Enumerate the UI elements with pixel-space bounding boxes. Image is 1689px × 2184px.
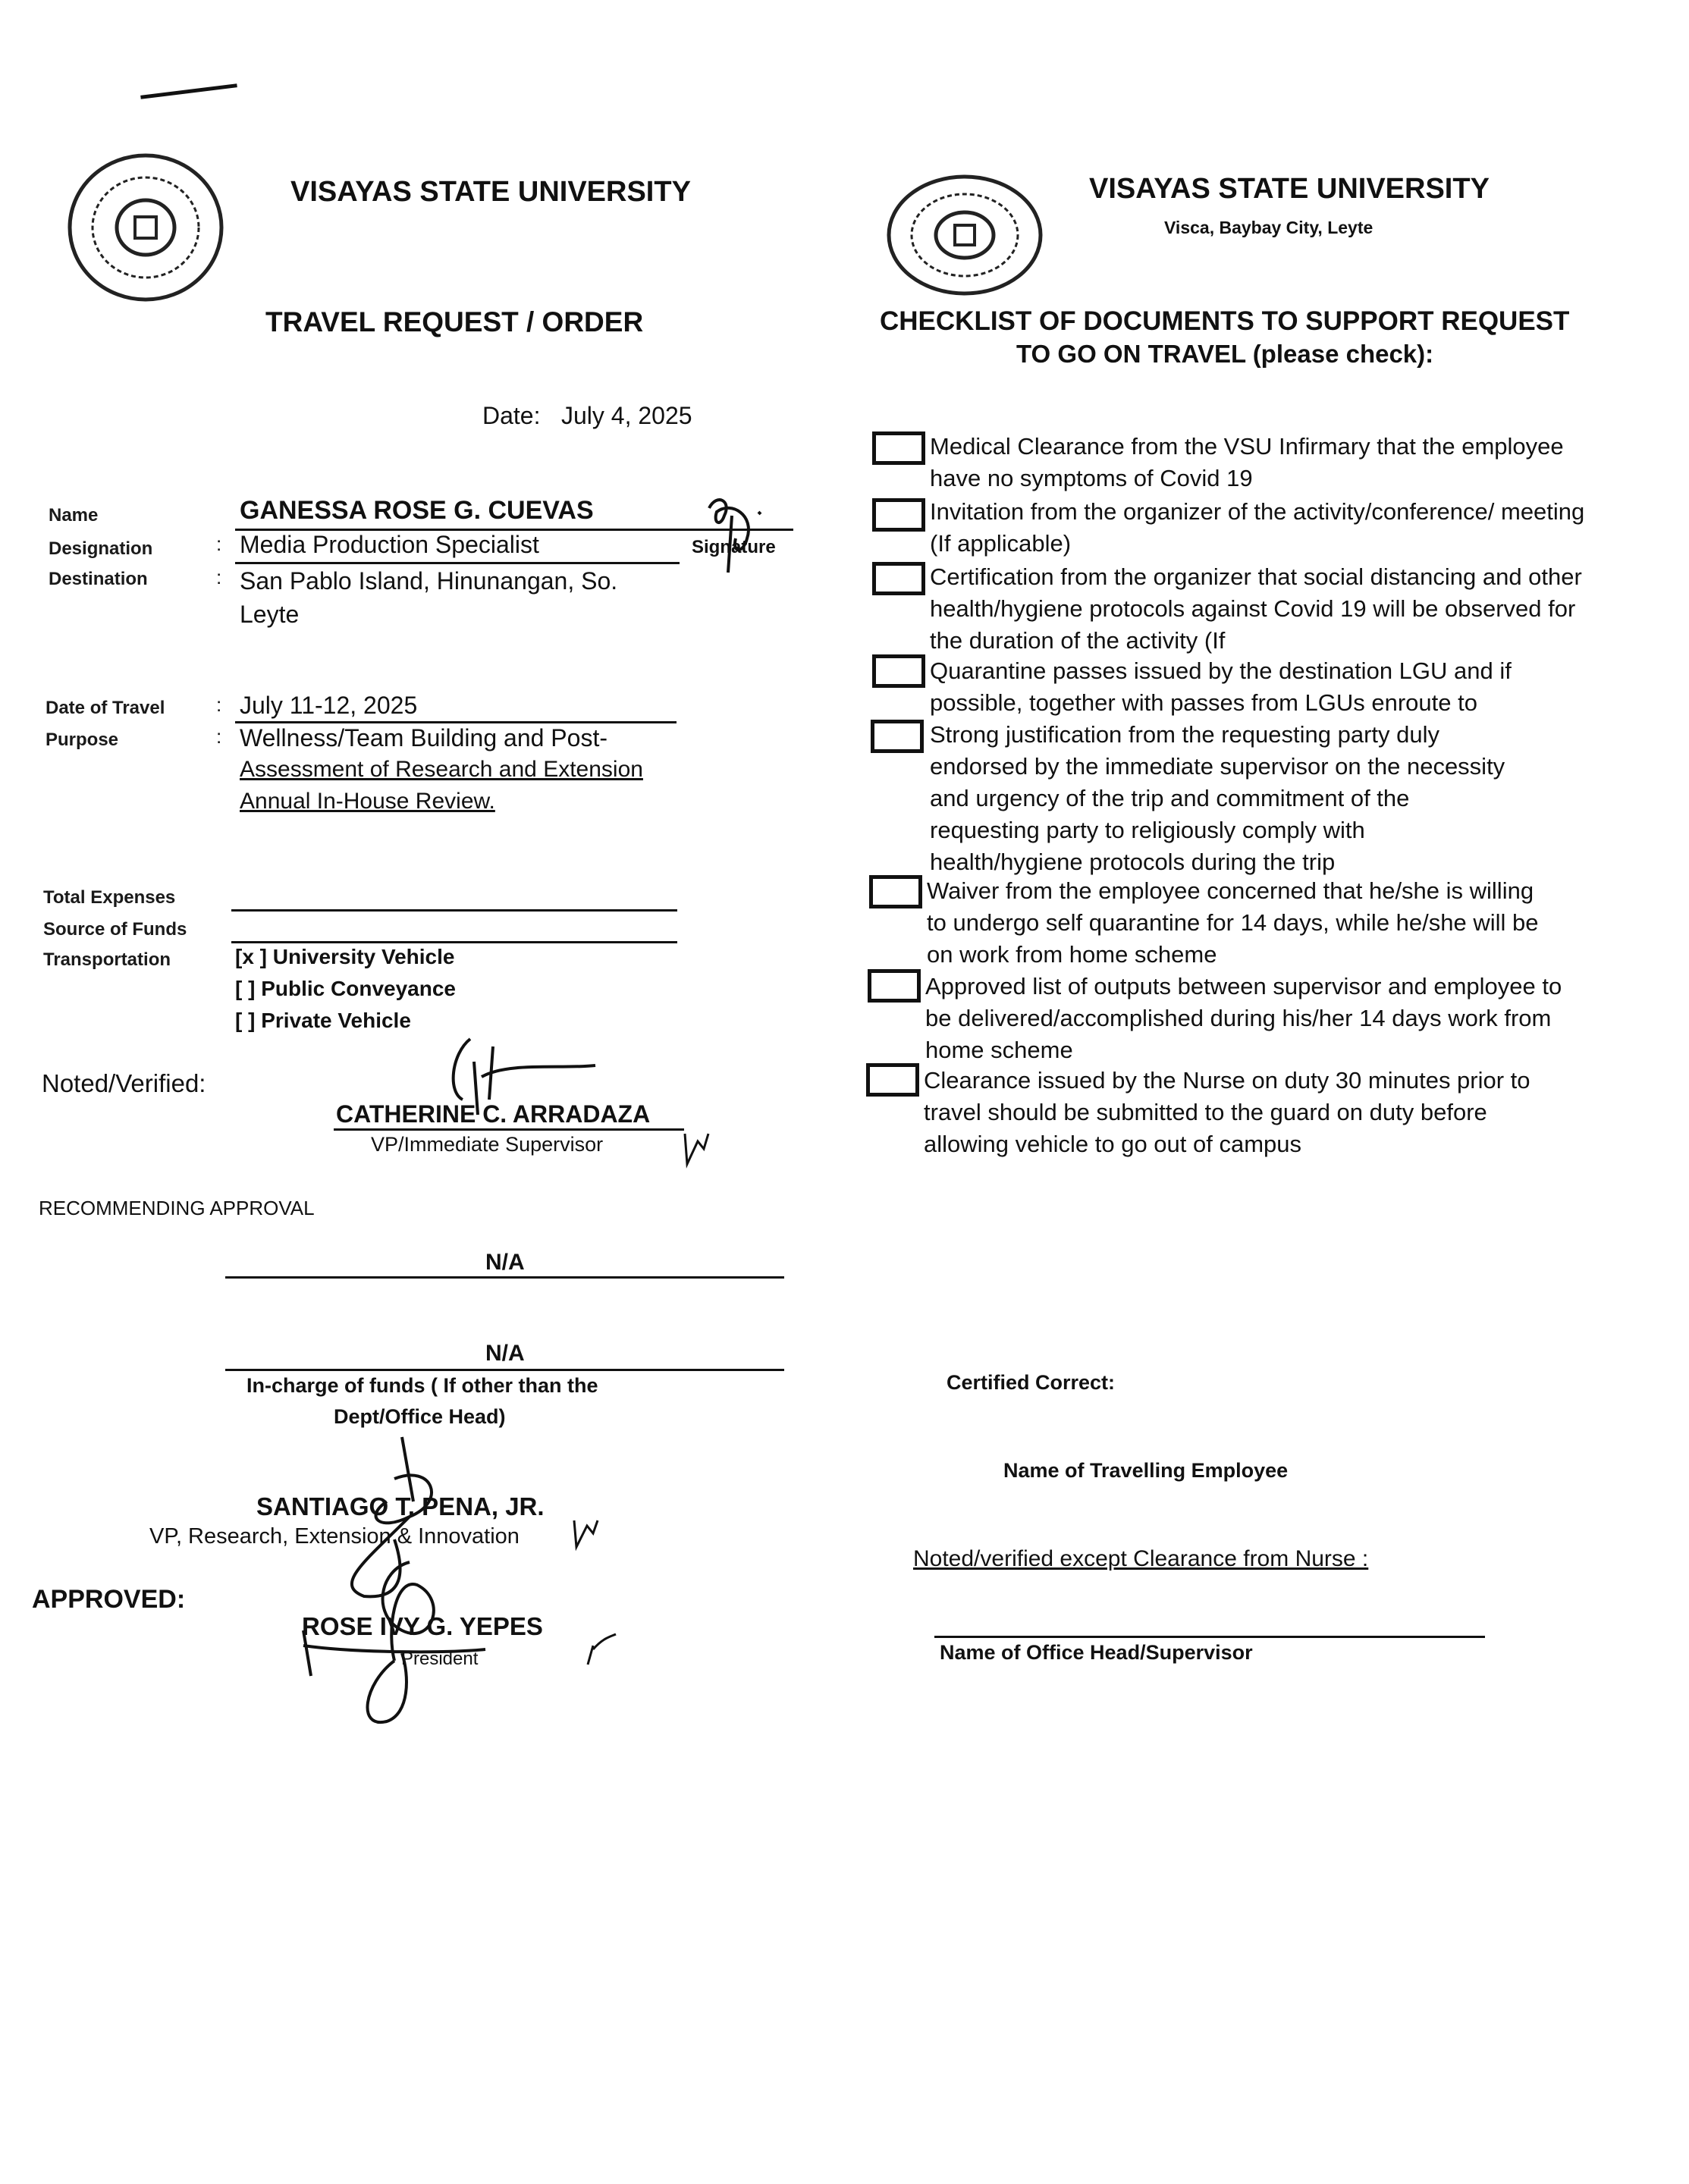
designation-colon: : (216, 532, 222, 555)
funds-in-charge-line (225, 1369, 784, 1371)
checklist-heading-line1: CHECKLIST OF DOCUMENTS TO SUPPORT REQUEST (880, 306, 1570, 336)
date-of-travel-label: Date of Travel (46, 698, 165, 718)
destination-value-line2: Leyte (240, 601, 300, 628)
transport-option-public-conveyance[interactable] (235, 977, 456, 1001)
stray-pen-mark (140, 83, 237, 99)
transport-option-label: Private Vehicle (261, 1009, 411, 1032)
transport-option-label: University Vehicle (272, 945, 455, 968)
date-of-travel-underline (235, 721, 677, 723)
university-seal-left (68, 152, 224, 303)
date-of-travel-value: July 11-12, 2025 (240, 692, 418, 719)
purpose-colon: : (216, 725, 222, 748)
initial-mark (584, 1630, 618, 1668)
designation-value: Media Production Specialist (240, 531, 539, 558)
transport-option-university-vehicle[interactable] (235, 945, 454, 969)
checklist-checkbox[interactable] (872, 562, 925, 595)
recommending-approval-label: RECOMMENDING APPROVAL (39, 1197, 315, 1219)
office-head-label: Name of Office Head/Supervisor (940, 1641, 1253, 1664)
transport-option-label: Public Conveyance (261, 977, 456, 1000)
name-value: GANESSA ROSE G. CUEVAS (240, 496, 594, 525)
checklist-checkbox[interactable] (869, 875, 922, 908)
certified-correct-label: Certified Correct: (947, 1371, 1116, 1394)
total-expenses-line (231, 909, 677, 912)
purpose-line3: Annual In-House Review. (240, 789, 495, 814)
requester-signature (702, 493, 793, 576)
destination-label: Destination (49, 569, 148, 589)
checklist-item-waiver: Waiver from the employee concerned that he/she is willing to undergo self quarantine for 14 days, while he/she will be on work from home scheme (927, 877, 1539, 968)
president-title: President (401, 1649, 479, 1669)
noted-verified-label: Noted/Verified: (42, 1069, 206, 1097)
left-university-name: VISAYAS STATE UNIVERSITY (290, 176, 691, 208)
approved-label: APPROVED: (32, 1585, 186, 1614)
checklist-checkbox[interactable] (872, 431, 925, 465)
right-university-name: VISAYAS STATE UNIVERSITY (1089, 173, 1490, 205)
destination-value-line1: San Pablo Island, Hinunangan, So. (240, 567, 618, 595)
transportation-label: Transportation (43, 949, 171, 970)
checklist-item-certification: Certification from the organizer that social distancing and other health/hygiene protocols against Covid 19 will be observed for the duration of the activity (If (930, 563, 1582, 654)
purpose-line2: Assessment of Research and Extension (240, 757, 643, 782)
checklist-checkbox[interactable] (868, 969, 921, 1003)
noted-name: CATHERINE C. ARRADAZA (336, 1100, 651, 1128)
noted-title: VP/Immediate Supervisor (371, 1133, 604, 1156)
checklist-heading-line2: TO GO ON TRAVEL (please check): (1016, 340, 1434, 368)
source-of-funds-label: Source of Funds (43, 919, 187, 940)
president-signature (296, 1555, 493, 1729)
checklist-item-justification: Strong justification from the requesting party duly endorsed by the immediate supervisor on the necessity and urgency of the trip and commitment of the requesting party to religiously comply with health/hygiene protocols during the trip (930, 721, 1505, 875)
source-of-funds-line (231, 941, 677, 943)
checklist-item-medical-clearance: Medical Clearance from the VSU Infirmary that the employee have no symptoms of Covid 19 (930, 433, 1564, 491)
president-name: ROSE IVY G. YEPES (302, 1612, 543, 1640)
form-title: TRAVEL REQUEST / ORDER (265, 306, 644, 337)
total-expenses-label: Total Expenses (43, 887, 176, 908)
noted-except-nurse-label: Noted/verified except Clearance from Nurse : (913, 1546, 1369, 1571)
checklist-checkbox[interactable] (866, 1063, 919, 1097)
recommending-approval-value: N/A (485, 1250, 525, 1275)
checklist-checkbox[interactable] (872, 654, 925, 688)
checklist-checkbox[interactable] (872, 498, 925, 532)
designation-label: Designation (49, 538, 153, 559)
purpose-line1: Wellness/Team Building and Post- (240, 724, 607, 752)
funds-in-charge-value: N/A (485, 1341, 525, 1366)
purpose-label: Purpose (46, 730, 119, 750)
university-seal-right (887, 174, 1043, 296)
checklist-checkbox[interactable] (871, 720, 924, 753)
initial-mark (570, 1517, 601, 1551)
vp-title: VP, Research, Extension & Innovation (149, 1524, 520, 1549)
signature-label: Signature (692, 537, 776, 557)
funds-caption-line2: Dept/Office Head) (334, 1405, 506, 1428)
noted-name-underline (334, 1128, 684, 1131)
transport-option-mark: [ ] (235, 977, 256, 1000)
travelling-employee-label: Name of Travelling Employee (1003, 1459, 1289, 1482)
date-value: July 4, 2025 (561, 402, 692, 429)
right-university-address: Visca, Baybay City, Leyte (1164, 218, 1373, 237)
checklist-item-nurse-clearance: Clearance issued by the Nurse on duty 30 minutes prior to travel should be submitted to the guard on duty before allowing vehicle to go out of campus (924, 1067, 1530, 1157)
transport-option-mark: [ ] (235, 1009, 256, 1032)
designation-underline (235, 562, 680, 564)
destination-colon: : (216, 566, 222, 588)
transport-option-private-vehicle[interactable] (235, 1009, 411, 1033)
funds-caption-line1: In-charge of funds ( If other than the (246, 1374, 598, 1397)
transport-option-mark: [x ] (235, 945, 267, 968)
name-label: Name (49, 505, 99, 526)
checklist-item-approved-outputs: Approved list of outputs between supervisor and employee to be delivered/accomplished during his/her 14 days work from home scheme (925, 973, 1562, 1063)
recommending-approval-line (225, 1276, 784, 1279)
checklist-item-quarantine-passes: Quarantine passes issued by the destination LGU and if possible, together with passes from LGUs enroute to (930, 657, 1512, 716)
date-of-travel-colon: : (216, 693, 222, 716)
initial-mark (681, 1130, 711, 1168)
checklist-item-invitation: Invitation from the organizer of the activity/conference/ meeting (If applicable) (930, 498, 1585, 557)
date-label: Date: (482, 402, 541, 429)
office-head-signature-line (934, 1636, 1485, 1638)
vp-name: SANTIAGO T. PENA, JR. (256, 1492, 545, 1520)
